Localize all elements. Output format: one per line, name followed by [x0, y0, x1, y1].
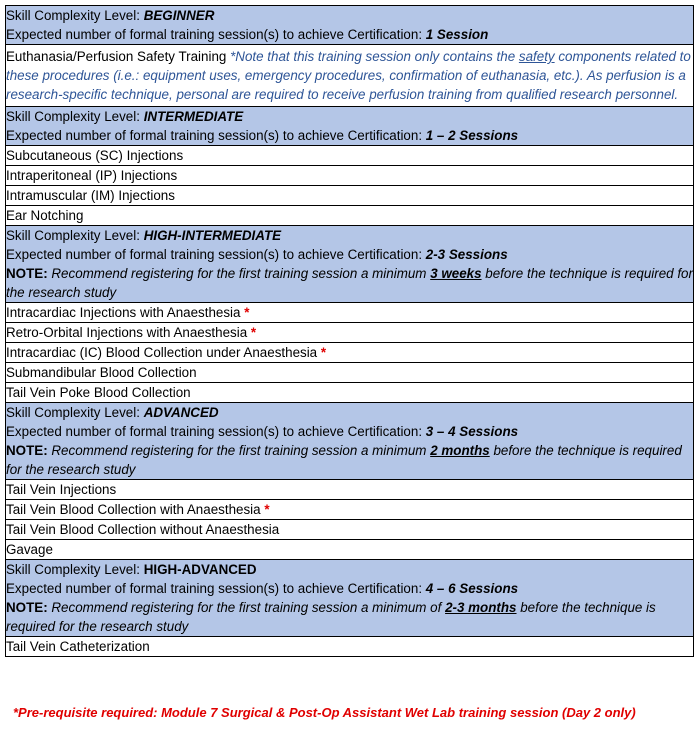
sessions-value: 4 – 6 Sessions [425, 581, 519, 596]
skill-complexity-table [5, 5, 694, 657]
expected-label: Expected number of formal training session(s) to achieve Certification: [6, 581, 426, 596]
expected-label: Expected number of formal training session(s) to achieve Certification: [6, 128, 426, 143]
table-row [6, 520, 694, 540]
table-row [6, 303, 694, 323]
section-header-advanced [6, 403, 694, 480]
item-label: Retro-Orbital Injections with Anaesthesia [6, 325, 248, 340]
section-header-intermediate [6, 107, 694, 146]
level-label: Skill Complexity Level: [6, 562, 144, 577]
expected-label: Expected number of formal training session(s) to achieve Certification: [6, 27, 426, 42]
item-label: Euthanasia/Perfusion Safety Training [6, 49, 227, 64]
registration-note: NOTE: Recommend registering for the first training session a minimum of 2-3 months before the technique is required for the research study [6, 600, 656, 634]
item-label: Tail Vein Injections [6, 482, 117, 497]
registration-note: NOTE: Recommend registering for the first training session a minimum 3 weeks before the technique is required for the research study [6, 266, 693, 300]
table-row [6, 637, 694, 657]
expected-label: Expected number of formal training session(s) to achieve Certification: [6, 247, 426, 262]
table-row [6, 45, 694, 107]
prerequisite-asterisk: * [264, 502, 270, 517]
item-label: Submandibular Blood Collection [6, 365, 197, 380]
level-value: ADVANCED [143, 405, 219, 420]
table-row [6, 343, 694, 363]
section-header-high-advanced [6, 560, 694, 637]
item-label: Intracardiac (IC) Blood Collection under Anaesthesia [6, 345, 318, 360]
item-label: Gavage [6, 542, 53, 557]
section-header-beginner [6, 6, 694, 45]
table-row [6, 146, 694, 166]
item-label: Intracardiac Injections with Anaesthesia [6, 305, 241, 320]
table-row [6, 186, 694, 206]
prerequisite-asterisk: * [244, 305, 250, 320]
table-row [6, 323, 694, 343]
table-row [6, 480, 694, 500]
level-label: Skill Complexity Level: [6, 405, 144, 420]
level-label: Skill Complexity Level: [6, 8, 144, 23]
table-row [6, 206, 694, 226]
table-row [6, 166, 694, 186]
sessions-value: 1 Session [425, 27, 489, 42]
section-header-high-intermediate [6, 226, 694, 303]
sessions-value: 3 – 4 Sessions [425, 424, 519, 439]
table-row [6, 383, 694, 403]
prerequisite-asterisk: * [320, 345, 327, 360]
registration-note: NOTE: Recommend registering for the first training session a minimum 2 months before the technique is required for the research study [6, 443, 682, 477]
prerequisite-footnote: *Pre-requisite required: Module 7 Surgical & Post-Op Assistant Wet Lab training session (Day 2 only) [13, 705, 636, 720]
level-label: Skill Complexity Level: [6, 228, 144, 243]
item-label: Intramuscular (IM) Injections [6, 188, 175, 203]
item-label: Ear Notching [6, 208, 84, 223]
table-row [6, 363, 694, 383]
level-value: INTERMEDIATE [143, 109, 244, 124]
sessions-value: 2-3 Sessions [425, 247, 508, 262]
prerequisite-asterisk: * [250, 325, 257, 340]
level-label: Skill Complexity Level: [6, 109, 144, 124]
level-value: HIGH-ADVANCED [143, 562, 257, 577]
item-label: Subcutaneous (SC) Injections [6, 148, 184, 163]
expected-label: Expected number of formal training session(s) to achieve Certification: [6, 424, 426, 439]
safety-note: *Note that this training session only contains the safety components related to these procedures (i.e.: equipment uses, emergency procedures, confirmation of euthanasia, etc.). As perfusion is a research-specific technique, personal are required to receive perfusion training from qualified research personnel. [6, 49, 691, 102]
table-row [6, 540, 694, 560]
sessions-value: 1 – 2 Sessions [425, 128, 519, 143]
item-label: Tail Vein Blood Collection without Anaesthesia [6, 522, 280, 537]
level-value: BEGINNER [143, 8, 215, 23]
level-value: HIGH-INTERMEDIATE [143, 228, 282, 243]
item-label: Tail Vein Blood Collection with Anaesthesia [6, 502, 261, 517]
item-label: Intraperitoneal (IP) Injections [6, 168, 178, 183]
item-label: Tail Vein Poke Blood Collection [6, 385, 191, 400]
item-label: Tail Vein Catheterization [6, 639, 150, 654]
table-row [6, 500, 694, 520]
